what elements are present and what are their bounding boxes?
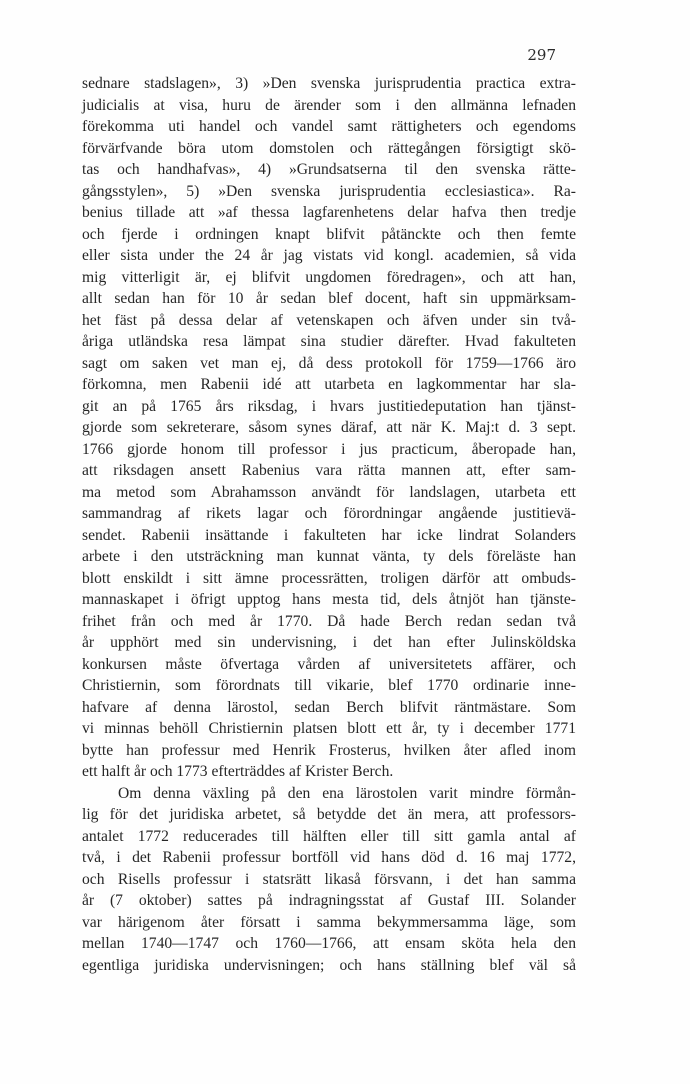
text-line: år upphört med sin undervisning, i det han efter Julinsköldska (82, 634, 576, 651)
text-line: 1766 gjorde honom till professor i jus practicum, åberopade han, (82, 440, 576, 458)
text-line: judicialis at visa, huru de ärender som i den allmänna lefnaden (82, 96, 576, 114)
text-line: egentliga juridiska undervisningen; och hans ställning blef väl så (82, 956, 576, 974)
text-line: lig för det juridiska arbetet, så betydde det än mera, att professors- (82, 806, 576, 823)
text-line: förvärfvande böra utom domstolen och rättegången försigtigt skö- (82, 139, 576, 157)
text-line: arbete i den utsträckning man kunnat vänta, ty dels föreläste han (82, 548, 576, 565)
text-line: sagt om saken vet man ej, då dess protokoll för 1759—1766 äro (82, 354, 576, 372)
text-line: bytte han professur med Henrik Frosterus, hvilken åter afled inom (82, 741, 576, 759)
text-line: gångsstylen», 5) »Den svenska jurisprudentia ecclesiastica». Ra- (82, 182, 576, 200)
text-line: het fäst på dessa delar af vetenskapen och äfven under sin två- (82, 311, 576, 329)
text-line: gjorde som sekreterare, såsom synes däraf, att när K. Maj:t d. 3 sept. (82, 419, 576, 436)
text-line: två, i det Rabenii professur bortföll vid hans död d. 16 maj 1772, (82, 849, 576, 866)
text-line: Christiernin, som förordnats till vikarie, blef 1770 ordinarie inne- (82, 677, 576, 694)
text-line: tas och handhafvas», 4) »Grundsatserna til den svenska rätte- (82, 161, 576, 178)
text-line: antalet 1772 reducerades till hälften eller till sitt gamla antal af (82, 827, 576, 845)
text-line: och fjerde i ordningen knapt blifvit påtänckte och then femte (82, 225, 576, 243)
text-line: eller sista under the 24 år jag vistats vid kongl. academien, så vida (82, 247, 576, 264)
text-line: åriga utländska resa lämpat sina studier därefter. Hvad fakulteten (82, 333, 576, 350)
text-line: frihet från och med år 1770. Då hade Berch redan sedan två (82, 612, 576, 630)
text-line: allt sedan han för 10 år sedan blef docent, haft sin uppmärksam- (82, 290, 576, 307)
text-line: ett halft år och 1773 efterträddes af Krister Berch. (82, 763, 394, 780)
text-line: förekomma uti handel och vandel samt rättigheters och egendoms (82, 118, 576, 135)
text-line: förkomna, men Rabenii idé att utarbeta en lagkommentar har sla- (82, 376, 576, 393)
text-line: git an på 1765 års riksdag, i hvars justitiedeputation han tjänst- (82, 397, 576, 415)
text-line: att riksdagen ansett Rabenius vara rätta mannen att, efter sam- (82, 462, 576, 479)
text-line: Om denna växling på den ena lärostolen varit mindre förmån- (118, 784, 576, 802)
text-line: hafvare af denna lärostol, sedan Berch blifvit räntmästare. Som (82, 698, 576, 716)
text-line: mig vitterligit är, ej blifvit ungdomen föredragen», och att han, (82, 268, 576, 286)
text-line: mellan 1740—1747 och 1760—1766, att ensam sköta hela den (82, 935, 576, 952)
text-line: sednare stadslagen», 3) »Den svenska jurisprudentia practica extra- (82, 75, 576, 92)
text-line: konkursen måste öfvertaga vården af universitetets affärer, och (82, 655, 576, 673)
body-text (82, 73, 576, 976)
text-line: år (7 oktober) sattes på indragningsstat af Gustaf III. Solander (82, 892, 576, 909)
text-line: ma metod som Abrahamsson användt för landslagen, utarbeta ett (82, 483, 576, 501)
text-line: var härigenom åter försatt i samma bekymmersamma läge, som (82, 913, 576, 931)
text-line: och Risells professur i statsrätt likaså försvann, i det han samma (82, 870, 576, 888)
text-line: blott enskildt i sitt ämne processrätten, troligen därför att ombuds- (82, 569, 576, 587)
text-line: sammandrag af rikets lagar och förordningar angående justitievä- (82, 505, 576, 522)
page-number: 297 (527, 46, 556, 64)
text-line: vi minnas behöll Christiernin platsen blott ett år, ty i december 1771 (82, 720, 576, 737)
text-line: mannaskapet i öfrigt upptog hans mesta tid, dels åtnjöt han tjänste- (82, 591, 576, 608)
text-line: sendet. Rabenii insättande i fakulteten har icke lindrat Solanders (82, 526, 576, 544)
text-line: benius tillade att »af thessa lagfarenhetens delar hafva then tredje (82, 204, 576, 221)
